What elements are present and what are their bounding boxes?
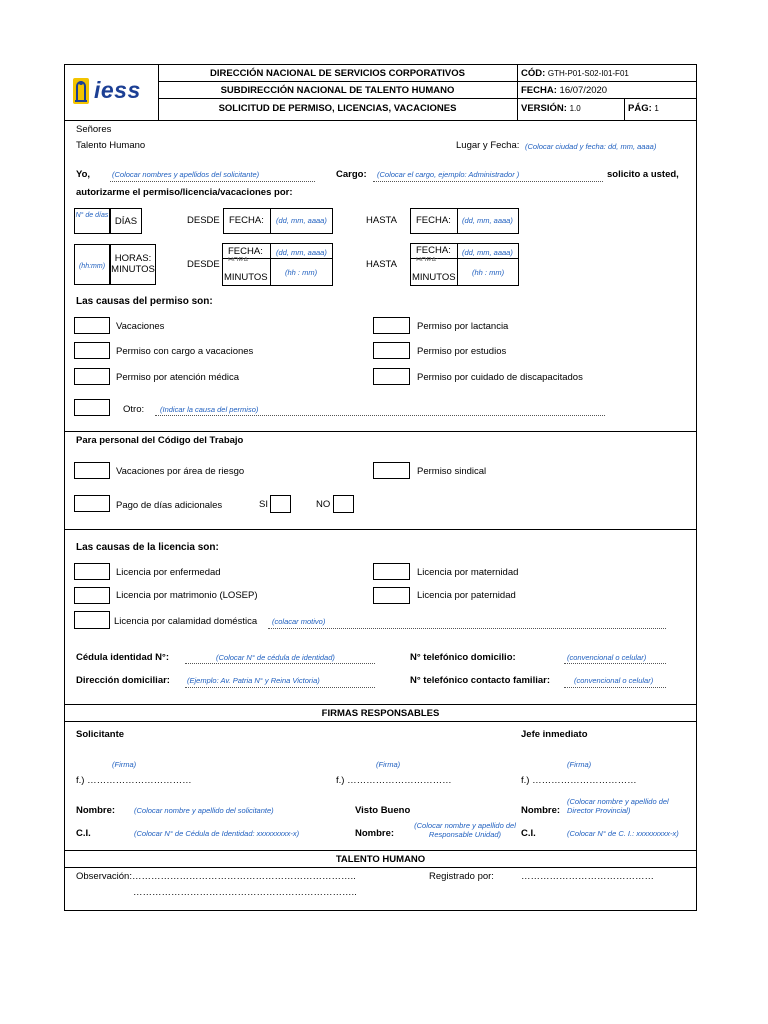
- otro-label: Otro:: [123, 404, 145, 415]
- checkbox-paternidad[interactable]: [373, 587, 410, 604]
- checkbox-atencion-medica[interactable]: [74, 368, 110, 385]
- hasta-hhmm-input[interactable]: (hh : mm): [472, 268, 505, 277]
- option-matrimonio: Licencia por matrimonio (LOSEP): [116, 590, 258, 601]
- tel-dom-label: N° telefónico domicilio:: [410, 652, 516, 663]
- visto-bueno-label: Visto Bueno: [355, 805, 411, 816]
- checkbox-otro[interactable]: [74, 399, 110, 416]
- talento-heading: TALENTO HUMANO: [335, 854, 426, 865]
- ci-jefe-input[interactable]: (Colocar N° de C. I.: xxxxxxxxx-x): [567, 829, 679, 838]
- firma-visto-bueno-line[interactable]: f.) ……………………………: [336, 775, 452, 786]
- option-lactancia: Permiso por lactancia: [417, 321, 509, 332]
- lugar-input[interactable]: (Colocar ciudad y fecha: dd, mm, aaaa): [525, 142, 657, 151]
- solicito-text: solicito a usted,: [607, 169, 679, 180]
- org-line-2: SUBDIRECCIÓN NACIONAL DE TALENTO HUMANO: [220, 85, 455, 96]
- cedula-input[interactable]: (Colocar N° de cédula de identidad): [216, 653, 335, 662]
- hhmm-input[interactable]: [74, 244, 110, 285]
- checkbox-vacaciones[interactable]: [74, 317, 110, 334]
- pag-label: PÁG:: [628, 103, 652, 114]
- nombre-director-input[interactable]: (Colocar nombre y apellido del Director Provincial): [567, 797, 669, 815]
- firma-jefe-hint: (Firma): [567, 760, 592, 769]
- dias-label: DÍAS: [114, 216, 138, 227]
- cedula-label: Cédula identidad N°:: [76, 652, 169, 663]
- direccion-label: Dirección domiciliar:: [76, 675, 170, 686]
- checkbox-no[interactable]: [333, 495, 354, 513]
- iess-logo: [72, 76, 152, 106]
- option-atencion-medica: Permiso por atención médica: [116, 372, 240, 383]
- hasta-hours-label: HASTA: [366, 259, 397, 270]
- checkbox-si[interactable]: [270, 495, 291, 513]
- fecha-label: FECHA:: [521, 85, 557, 96]
- option-pago-dias: Pago de días adicionales: [116, 500, 223, 511]
- hasta-hours-fecha-input[interactable]: (dd, mm, aaaa): [462, 248, 513, 257]
- desde-fecha-label: FECHA:: [229, 215, 264, 226]
- option-vacaciones-riesgo: Vacaciones por área de riesgo: [116, 466, 245, 477]
- logo-wordmark: iess: [94, 77, 141, 103]
- fecha-value: 16/07/2020: [559, 85, 608, 96]
- jefe-label: Jefe inmediato: [521, 729, 588, 740]
- cargo-input[interactable]: (Colocar el cargo, ejemplo: Administrador ): [377, 170, 520, 179]
- desde-hours-label: DESDE: [187, 259, 220, 270]
- firma-solicitante-line[interactable]: f.) ……………………………: [76, 775, 192, 786]
- version-value: 1.0: [569, 104, 581, 113]
- fecha-field: [521, 85, 607, 96]
- version-field: [521, 103, 581, 114]
- si-label: SI: [259, 499, 268, 510]
- tel-dom-input[interactable]: (convencional o celular): [567, 653, 647, 662]
- checkbox-cargo-vacaciones[interactable]: [74, 342, 110, 359]
- solicitante-label: Solicitante: [76, 729, 125, 740]
- cod-field: [521, 68, 629, 79]
- desde-hours-fecha-label: FECHA:: [228, 246, 263, 257]
- checkbox-enfermedad[interactable]: [74, 563, 110, 580]
- hasta-hora-ghost: HORA:: [416, 257, 439, 261]
- n-dias-hint: N° de días: [75, 212, 109, 219]
- form-title: SOLICITUD DE PERMISO, LICENCIAS, VACACIONES: [218, 103, 457, 114]
- observacion-field[interactable]: Observación:……………………………………………………………..: [76, 871, 356, 882]
- checkbox-lactancia[interactable]: [373, 317, 410, 334]
- pag-value: 1: [654, 104, 659, 113]
- codigo-heading: Para personal del Código del Trabajo: [76, 435, 244, 446]
- registrado-field[interactable]: ……………………………………: [521, 871, 654, 882]
- horas-minutos-label: HORAS: MINUTOS: [111, 253, 155, 275]
- checkbox-matrimonio[interactable]: [74, 587, 110, 604]
- option-permiso-sindical: Permiso sindical: [417, 466, 487, 477]
- option-cargo-vacaciones: Permiso con cargo a vacaciones: [116, 346, 254, 357]
- tel-fam-label: N° telefónico contacto familiar:: [410, 675, 550, 686]
- nombre-solicitante-label: Nombre:: [76, 805, 116, 816]
- ci-solicitante-label: C.I.: [76, 828, 91, 839]
- n-dias-input[interactable]: [74, 208, 110, 234]
- org-line-1: DIRECCIÓN NACIONAL DE SERVICIOS CORPORATIVOS: [210, 68, 465, 79]
- registrado-label: Registrado por:: [429, 871, 494, 882]
- hhmm-hint: (hh:mm): [78, 263, 106, 270]
- nombre-resp-label: Nombre:: [355, 828, 395, 839]
- dias-box: [110, 208, 142, 234]
- calamidad-input[interactable]: (colacar motivo): [272, 617, 326, 626]
- firmas-heading: FIRMAS RESPONSABLES: [321, 708, 440, 719]
- desde-label: DESDE: [187, 215, 220, 226]
- nombre-solicitante-firma-input[interactable]: (Colocar nombre y apellido del solicitante): [134, 806, 274, 815]
- checkbox-calamidad[interactable]: [74, 611, 110, 629]
- desde-hours-fecha-input[interactable]: (dd, mm, aaaa): [276, 248, 327, 257]
- checkbox-permiso-sindical[interactable]: [373, 462, 410, 479]
- direccion-input[interactable]: (Ejemplo: Av. Patria N° y Reina Victoria): [187, 676, 320, 685]
- checkbox-estudios[interactable]: [373, 342, 410, 359]
- option-maternidad: Licencia por maternidad: [417, 567, 519, 578]
- desde-fecha-input[interactable]: (dd, mm, aaaa): [276, 216, 327, 225]
- desde-hhmm-input[interactable]: (hh : mm): [285, 268, 318, 277]
- autorizarme-text: autorizarme el permiso/licencia/vacaciones por:: [76, 187, 293, 198]
- cargo-label: Cargo:: [336, 169, 367, 180]
- hasta-label: HASTA: [366, 215, 397, 226]
- tel-fam-input[interactable]: (convencional o celular): [574, 676, 654, 685]
- checkbox-discapacitados[interactable]: [373, 368, 410, 385]
- licencia-heading: Las causas de la licencia son:: [76, 542, 219, 553]
- firma-jefe-line[interactable]: f.) ……………………………: [521, 775, 637, 786]
- pag-field: [628, 103, 659, 114]
- nombre-solicitante-input[interactable]: (Colocar nombres y apellidos del solicitante): [112, 170, 260, 179]
- senores-text: Señores: [76, 124, 112, 135]
- desde-minutos-label: MINUTOS: [224, 272, 268, 283]
- hasta-minutos-label: MINUTOS: [412, 272, 456, 283]
- cod-label: CÓD:: [521, 68, 546, 79]
- option-discapacitados: Permiso por cuidado de discapacitados: [417, 372, 583, 383]
- yo-label: Yo,: [76, 169, 91, 180]
- version-label: VERSIÓN:: [521, 103, 567, 114]
- horas-minutos-box: [110, 244, 156, 285]
- option-calamidad: Licencia por calamidad doméstica: [114, 616, 258, 627]
- firma-visto-bueno-hint: (Firma): [376, 760, 401, 769]
- firma-solicitante-hint: (Firma): [112, 760, 137, 769]
- cod-value: GTH-P01-S02-I01-F01: [547, 69, 629, 78]
- option-enfermedad: Licencia por enfermedad: [116, 567, 221, 578]
- hasta-fecha-input[interactable]: (dd, mm, aaaa): [462, 216, 513, 225]
- lugar-label: Lugar y Fecha:: [456, 140, 520, 151]
- checkbox-pago-dias[interactable]: [74, 495, 110, 512]
- checkbox-maternidad[interactable]: [373, 563, 410, 580]
- option-estudios: Permiso por estudios: [417, 346, 507, 357]
- permiso-heading: Las causas del permiso son:: [76, 296, 213, 307]
- option-paternidad: Licencia por paternidad: [417, 590, 516, 601]
- checkbox-vacaciones-riesgo[interactable]: [74, 462, 110, 479]
- option-vacaciones: Vacaciones: [116, 321, 165, 332]
- ci-solicitante-input[interactable]: (Colocar N° de Cédula de Identidad: xxxxxxxxx-x): [134, 829, 300, 838]
- no-label: NO: [316, 499, 331, 510]
- nombre-jefe-label: Nombre:: [521, 805, 561, 816]
- desde-hora-ghost: HORA:: [228, 257, 251, 261]
- ci-jefe-label: C.I.: [521, 828, 536, 839]
- hasta-fecha-label: FECHA:: [416, 215, 451, 226]
- observacion-line-2[interactable]: ……………………………………………………………..: [133, 887, 357, 898]
- talento-text: Talento Humano: [76, 140, 146, 151]
- nombre-resp-input[interactable]: (Colocar nombre y apellido del Responsable Unidad): [414, 821, 516, 839]
- hasta-hours-fecha-label: FECHA:: [416, 245, 451, 256]
- otro-input[interactable]: (Indicar la causa del permiso): [160, 405, 259, 414]
